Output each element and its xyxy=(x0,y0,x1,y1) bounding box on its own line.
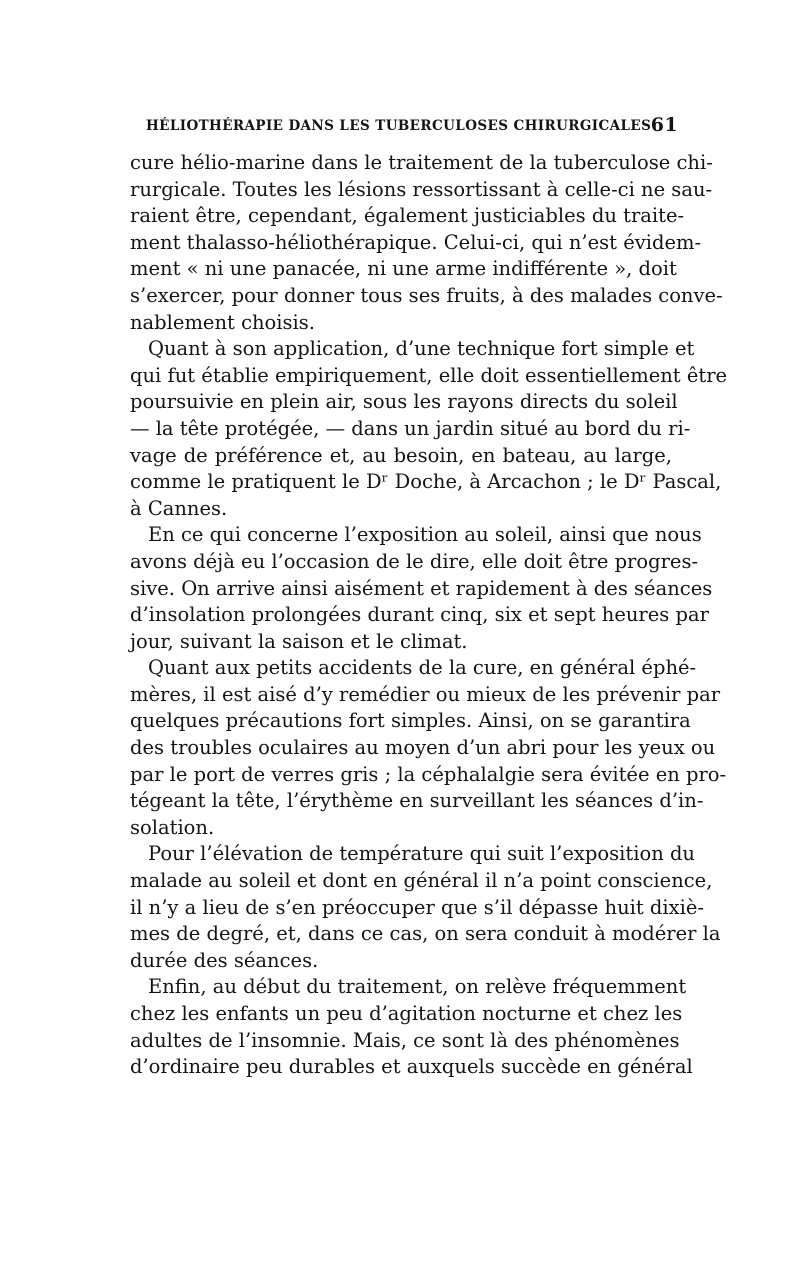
text-line: rurgicale. Toutes les lésions ressortissant à celle-ci ne sau- xyxy=(130,177,713,201)
running-header xyxy=(146,116,678,140)
text-line: sive. On arrive ainsi aisément et rapidement à des séances xyxy=(130,576,713,600)
running-title: HÉLIOTHÉRAPIE DANS LES TUBERCULOSES CHIRURGICALES xyxy=(146,118,652,134)
text-line: il n’y a lieu de s’en préoccuper que s’il dépasse huit dixiè- xyxy=(130,895,705,919)
text-line: comme le pratiquent le Dʳ Doche, à Arcachon ; le Dʳ Pascal, xyxy=(130,470,722,494)
text-line: En ce qui concerne l’exposition au soleil, ainsi que nous xyxy=(148,523,702,547)
text-line: d’insolation prolongées durant cinq, six et sept heures par xyxy=(130,603,709,627)
text-line: durée des séances. xyxy=(130,948,319,972)
text-line: par le port de verres gris ; la céphalalgie sera évitée en pro- xyxy=(130,762,727,786)
text-line: à Cannes. xyxy=(130,496,228,520)
text-line: vage de préférence et, au besoin, en bateau, au large, xyxy=(130,443,672,467)
text-line: tégeant la tête, l’érythème en surveillant les séances d’in- xyxy=(130,789,704,813)
text-line: qui fut établie empiriquement, elle doit essentiellement être xyxy=(130,363,728,387)
text-line: ment thalasso-héliothérapique. Celui-ci, qui n’est évidem- xyxy=(130,230,702,254)
text-line: solation. xyxy=(130,815,215,839)
paragraph xyxy=(130,336,728,522)
body-text xyxy=(130,150,728,1081)
paragraph xyxy=(130,974,693,1080)
text-line: chez les enfants un peu d’agitation nocturne et chez les xyxy=(130,1002,683,1025)
text-line: Pour l’élévation de température qui suit l’exposition du xyxy=(148,842,695,866)
text-line: Quant aux petits accidents de la cure, en général éphé- xyxy=(148,656,697,680)
paragraph xyxy=(130,655,727,841)
text-line: s’exercer, pour donner tous ses fruits, à des malades conve- xyxy=(130,283,723,307)
text-line: cure hélio-marine dans le traitement de la tuberculose chi- xyxy=(130,151,713,174)
paragraph xyxy=(130,841,721,974)
text-line: mes de degré, et, dans ce cas, on sera conduit à modérer la xyxy=(130,922,721,946)
text-line: Quant à son application, d’une technique fort simple et xyxy=(148,337,695,361)
text-line: — la tête protégée, — dans un jardin situé au bord du ri- xyxy=(130,416,691,440)
text-line: raient être, cependant, également justiciables du traite- xyxy=(130,204,685,228)
text-line: ment « ni une panacée, ni une arme indifférente », doit xyxy=(130,257,677,281)
text-line: avons déjà eu l’occasion de le dire, elle doit être progres- xyxy=(130,549,699,573)
text-line: quelques précautions fort simples. Ainsi, on se garantira xyxy=(130,709,691,733)
paragraph xyxy=(130,150,723,336)
text-line: Enfin, au début du traitement, on relève fréquemment xyxy=(148,975,687,999)
text-line: d’ordinaire peu durables et auxquels succède en général xyxy=(130,1055,693,1079)
paragraph xyxy=(130,522,713,655)
text-line: nablement choisis. xyxy=(130,310,315,334)
text-line: poursuivie en plein air, sous les rayons directs du soleil xyxy=(130,390,678,414)
text-line: mères, il est aisé d’y remédier ou mieux de les prévenir par xyxy=(130,682,721,706)
text-line: jour, suivant la saison et le climat. xyxy=(130,629,468,653)
text-line: des troubles oculaires au moyen d’un abri pour les yeux ou xyxy=(130,736,716,760)
page-number: 61 xyxy=(650,114,678,136)
text-line: malade au soleil et dont en général il n’a point conscience, xyxy=(130,869,713,893)
text-line: adultes de l’insomnie. Mais, ce sont là des phénomènes xyxy=(130,1028,680,1052)
